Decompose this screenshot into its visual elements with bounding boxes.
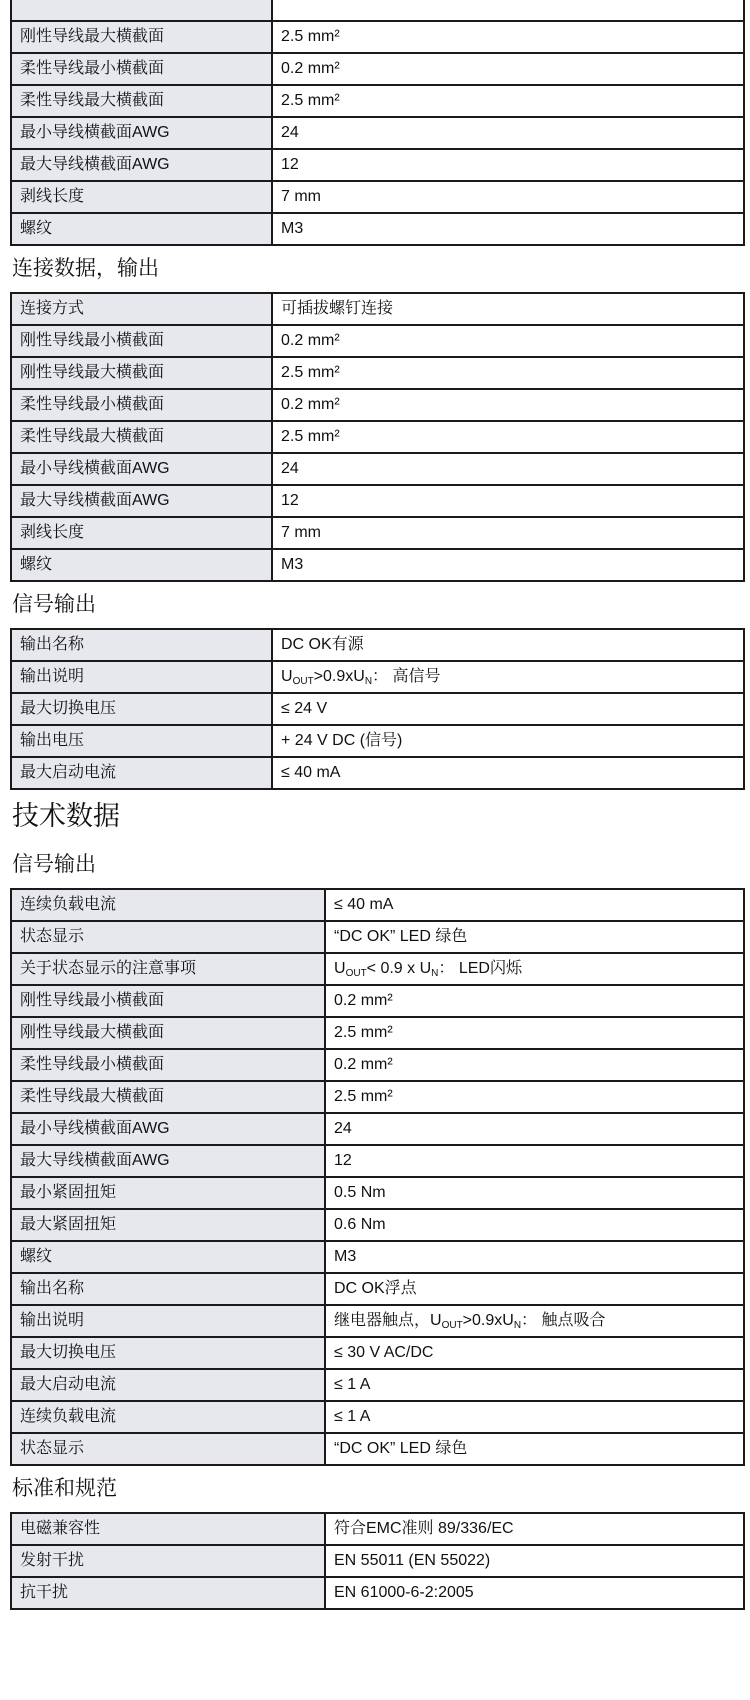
spec-value: DC OK有源 <box>272 629 744 661</box>
spec-value: 2.5 mm² <box>325 1017 744 1049</box>
spec-key: 抗干扰 <box>11 1577 325 1609</box>
section-title-signal-output: 信号输出 <box>12 593 96 616</box>
spec-value: 7 mm <box>272 181 744 213</box>
spec-key: 最小导线横截面AWG <box>11 117 272 149</box>
table-row <box>11 889 744 921</box>
spec-value: ≤ 40 mA <box>325 889 744 921</box>
spec-key: 刚性导线最小横截面 <box>11 985 325 1017</box>
spec-value: ≤ 30 V AC/DC <box>325 1337 744 1369</box>
spec-key: 最大启动电流 <box>11 757 272 789</box>
spec-value: 2.5 mm² <box>272 421 744 453</box>
spec-value: 2.5 mm² <box>272 85 744 117</box>
table-row <box>11 53 744 85</box>
spec-value: “DC OK” LED 绿色 <box>325 1433 744 1465</box>
table-row <box>11 181 744 213</box>
spec-value: 0.6 Nm <box>325 1209 744 1241</box>
spec-value: 2.5 mm² <box>325 1081 744 1113</box>
table-row <box>11 1049 744 1081</box>
spec-value: 符合EMC准则 89/336/EC <box>325 1513 744 1545</box>
spec-key: 最大导线横截面AWG <box>11 485 272 517</box>
spec-key: 状态显示 <box>11 1433 325 1465</box>
input-connection-table <box>10 0 745 246</box>
spec-key: 发射干扰 <box>11 1545 325 1577</box>
output-connection-table <box>10 292 745 582</box>
spec-key: 剥线长度 <box>11 181 272 213</box>
spec-key <box>11 0 272 21</box>
spec-document <box>10 0 740 1610</box>
spec-key: 关于状态显示的注意事项 <box>11 953 325 985</box>
spec-value: 24 <box>272 117 744 149</box>
spec-value: 2.5 mm² <box>272 21 744 53</box>
spec-key: 刚性导线最大横截面 <box>11 21 272 53</box>
spec-value-formula: $U_{OUT}< 0.9$ x $U_N$： LED闪烁 <box>325 953 744 985</box>
table-row <box>11 725 744 757</box>
spec-key: 最小紧固扭矩 <box>11 1177 325 1209</box>
table-row <box>11 953 744 985</box>
spec-key: 连续负载电流 <box>11 889 325 921</box>
section-title-output-connection: 连接数据，输出 <box>12 257 159 280</box>
table-row <box>11 453 744 485</box>
spec-key: 螺纹 <box>11 549 272 581</box>
spec-value: EN 55011 (EN 55022) <box>325 1545 744 1577</box>
table-row <box>11 1273 744 1305</box>
table-row <box>11 549 744 581</box>
table-row <box>11 85 744 117</box>
table-row <box>11 1081 744 1113</box>
table-row <box>11 985 744 1017</box>
spec-key: 最大切换电压 <box>11 693 272 725</box>
table-row <box>11 1209 744 1241</box>
spec-value: 12 <box>272 485 744 517</box>
table-row <box>11 485 744 517</box>
spec-value: 0.5 Nm <box>325 1177 744 1209</box>
subsection-title-signal-output: 信号输出 <box>12 853 96 876</box>
table-row <box>11 921 744 953</box>
table-row <box>11 1337 744 1369</box>
spec-value: EN 61000-6-2:2005 <box>325 1577 744 1609</box>
spec-value: 12 <box>325 1145 744 1177</box>
table-row <box>11 293 744 325</box>
table-row <box>11 1513 744 1545</box>
spec-value-formula: 继电器触点，$U_{OUT}>0.9xU_N$： 触点吸合 <box>325 1305 744 1337</box>
table-row <box>11 693 744 725</box>
spec-value: 0.2 mm² <box>325 985 744 1017</box>
table-row <box>11 1433 744 1465</box>
spec-value: 12 <box>272 149 744 181</box>
table-row <box>11 1017 744 1049</box>
spec-value: ≤ 24 V <box>272 693 744 725</box>
technical-data-table <box>10 888 745 1466</box>
table-row <box>11 1241 744 1273</box>
table-row <box>11 421 744 453</box>
table-row <box>11 757 744 789</box>
spec-key: 最大紧固扭矩 <box>11 1209 325 1241</box>
table-row <box>11 1177 744 1209</box>
spec-value: M3 <box>272 213 744 245</box>
spec-value: ≤ 1 A <box>325 1401 744 1433</box>
table-row <box>11 117 744 149</box>
spec-value: M3 <box>325 1241 744 1273</box>
table-row <box>11 1305 744 1337</box>
spec-key: 刚性导线最大横截面 <box>11 1017 325 1049</box>
spec-key: 连接方式 <box>11 293 272 325</box>
spec-key: 最小导线横截面AWG <box>11 1113 325 1145</box>
spec-value: 可插拔螺钉连接 <box>272 293 744 325</box>
spec-value: 2.5 mm² <box>272 357 744 389</box>
spec-key: 最大导线横截面AWG <box>11 1145 325 1177</box>
table-row <box>11 325 744 357</box>
spec-key: 输出名称 <box>11 1273 325 1305</box>
table-row <box>11 0 744 21</box>
table-row <box>11 1145 744 1177</box>
spec-key: 刚性导线最大横截面 <box>11 357 272 389</box>
signal-output-table <box>10 628 745 790</box>
spec-value: 24 <box>272 453 744 485</box>
spec-value-formula: $U_{OUT}>0.9xU_N$： 高信号 <box>272 661 744 693</box>
spec-value: 0.2 mm² <box>272 389 744 421</box>
section-title-technical-data: 技术数据 <box>12 801 120 831</box>
spec-key: 柔性导线最小横截面 <box>11 389 272 421</box>
table-row <box>11 21 744 53</box>
spec-key: 柔性导线最小横截面 <box>11 53 272 85</box>
spec-value: 0.2 mm² <box>272 325 744 357</box>
spec-value <box>272 0 744 21</box>
spec-key: 最大导线横截面AWG <box>11 149 272 181</box>
spec-value: 0.2 mm² <box>325 1049 744 1081</box>
spec-key: 输出说明 <box>11 661 272 693</box>
spec-key: 电磁兼容性 <box>11 1513 325 1545</box>
table-row <box>11 1113 744 1145</box>
spec-key: 柔性导线最大横截面 <box>11 85 272 117</box>
spec-key: 最小导线横截面AWG <box>11 453 272 485</box>
table-row <box>11 1545 744 1577</box>
spec-key: 输出说明 <box>11 1305 325 1337</box>
spec-key: 最大启动电流 <box>11 1369 325 1401</box>
spec-key: 柔性导线最小横截面 <box>11 1049 325 1081</box>
section-title-standards: 标准和规范 <box>12 1477 117 1500</box>
spec-key: 输出名称 <box>11 629 272 661</box>
spec-key: 剥线长度 <box>11 517 272 549</box>
spec-value: + 24 V DC (信号) <box>272 725 744 757</box>
spec-key: 螺纹 <box>11 213 272 245</box>
spec-key: 输出电压 <box>11 725 272 757</box>
table-row <box>11 661 744 693</box>
table-row <box>11 1577 744 1609</box>
spec-key: 柔性导线最大横截面 <box>11 421 272 453</box>
spec-key: 刚性导线最小横截面 <box>11 325 272 357</box>
table-row <box>11 213 744 245</box>
spec-value: M3 <box>272 549 744 581</box>
table-row <box>11 389 744 421</box>
spec-value: ≤ 40 mA <box>272 757 744 789</box>
spec-key: 状态显示 <box>11 921 325 953</box>
table-row <box>11 1401 744 1433</box>
spec-value: DC OK浮点 <box>325 1273 744 1305</box>
table-row <box>11 517 744 549</box>
spec-key: 最大切换电压 <box>11 1337 325 1369</box>
standards-table <box>10 1512 745 1610</box>
spec-key: 连续负载电流 <box>11 1401 325 1433</box>
spec-key: 柔性导线最大横截面 <box>11 1081 325 1113</box>
spec-value: 7 mm <box>272 517 744 549</box>
spec-value: 24 <box>325 1113 744 1145</box>
table-row <box>11 149 744 181</box>
table-row <box>11 629 744 661</box>
spec-value: 0.2 mm² <box>272 53 744 85</box>
spec-key: 螺纹 <box>11 1241 325 1273</box>
spec-value: “DC OK” LED 绿色 <box>325 921 744 953</box>
spec-value: ≤ 1 A <box>325 1369 744 1401</box>
table-row <box>11 357 744 389</box>
table-row <box>11 1369 744 1401</box>
